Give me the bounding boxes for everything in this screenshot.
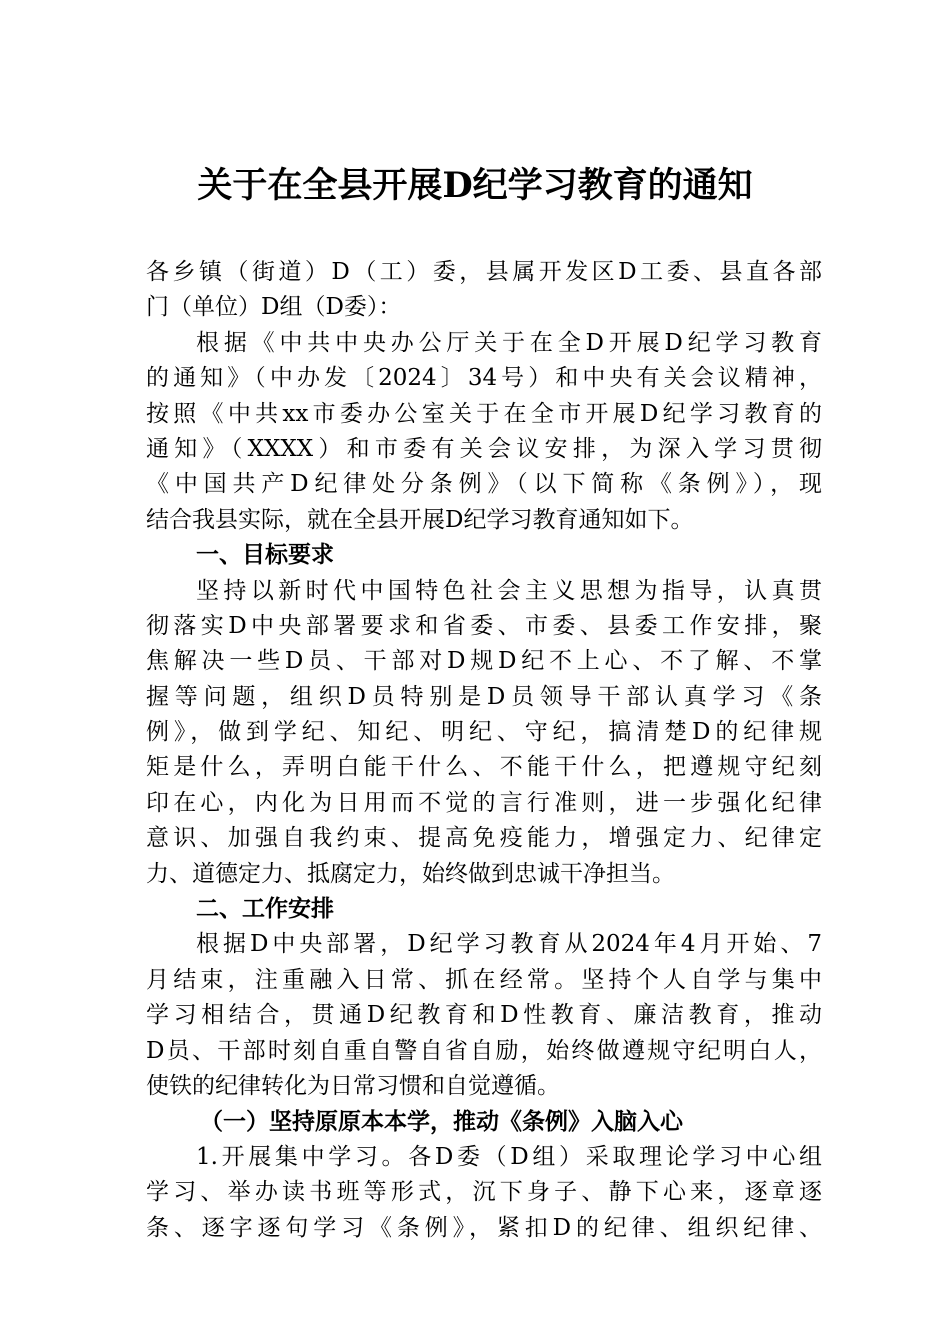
paragraph-line: D员、干部时刻自重自警自省自励，始终做遵规守纪明白人， (146, 1037, 822, 1064)
paragraph-line: 根据《中共中央办公厅关于在全D开展D纪学习教育 (196, 329, 822, 356)
subsection-heading: （一）坚持原原本本学，推动《条例》入脑入心 (200, 1108, 683, 1136)
paragraph-line: 月结束，注重融入日常、抓在经常。坚持个人自学与集中 (146, 966, 822, 993)
paragraph-line: 例》，做到学纪、知纪、明纪、守纪，搞清楚D的纪律规 (146, 719, 822, 746)
paragraph-line: 彻落实D中央部署要求和省委、市委、县委工作安排，聚 (146, 612, 822, 639)
paragraph-line: 按照《中共xx市委办公室关于在全市开展D纪学习教育的 (146, 400, 822, 427)
salutation-line: 各乡镇（街道）D（工）委，县属开发区D工委、县直各部 (146, 259, 822, 285)
paragraph-line: 的通知》（中办发〔2024〕34号）和中央有关会议精神， (146, 365, 822, 392)
salutation-line: 门（单位）D组（D委）： (146, 294, 402, 321)
paragraph-line: 学习相结合，贯通D纪教育和D性教育、廉洁教育，推动 (146, 1002, 822, 1029)
document-title: 关于在全县开展D纪学习教育的通知 (197, 165, 753, 206)
paragraph-line: 印在心，内化为日用而不觉的言行准则，进一步强化纪律 (146, 789, 822, 816)
paragraph-line: 条、逐字逐句学习《条例》，紧扣D的纪律、组织纪律、 (146, 1214, 822, 1241)
section-heading: 一、目标要求 (196, 542, 334, 569)
paragraph-line: 握等问题，组织D员特别是D员领导干部认真学习《条 (146, 683, 822, 710)
paragraph-line: 意识、加强自我约束、提高免疫能力，增强定力、纪律定 (146, 825, 822, 852)
paragraph-line: 根据D中央部署，D纪学习教育从2024年4月开始、7 (196, 931, 822, 958)
paragraph-line: 焦解决一些D员、干部对D规D纪不上心、不了解、不掌 (146, 648, 822, 675)
document-body (146, 255, 822, 1246)
paragraph-line: 通知》（XXXX）和市委有关会议安排，为深入学习贯彻 (146, 435, 822, 462)
paragraph-line: 结合我县实际，就在全县开展D纪学习教育通知如下。 (146, 506, 694, 533)
paragraph-line: 力、道德定力、抵腐定力，始终做到忠诚干净担当。 (146, 860, 675, 887)
paragraph-line: 《中国共产D纪律处分条例》（以下简称《条例》），现 (146, 471, 822, 498)
section-heading: 二、工作安排 (196, 896, 334, 923)
paragraph-line: 使铁的纪律转化为日常习惯和自觉遵循。 (146, 1072, 560, 1099)
paragraph-line: 矩是什么，弄明白能干什么、不能干什么，把遵规守纪刻 (146, 754, 822, 781)
paragraph-line: 坚持以新时代中国特色社会主义思想为指导，认真贯 (196, 577, 822, 604)
paragraph-line: 1.开展集中学习。各D委（D组）采取理论学习中心组 (196, 1143, 822, 1170)
paragraph-line: 学习、举办读书班等形式，沉下身子、静下心来，逐章逐 (146, 1179, 822, 1206)
